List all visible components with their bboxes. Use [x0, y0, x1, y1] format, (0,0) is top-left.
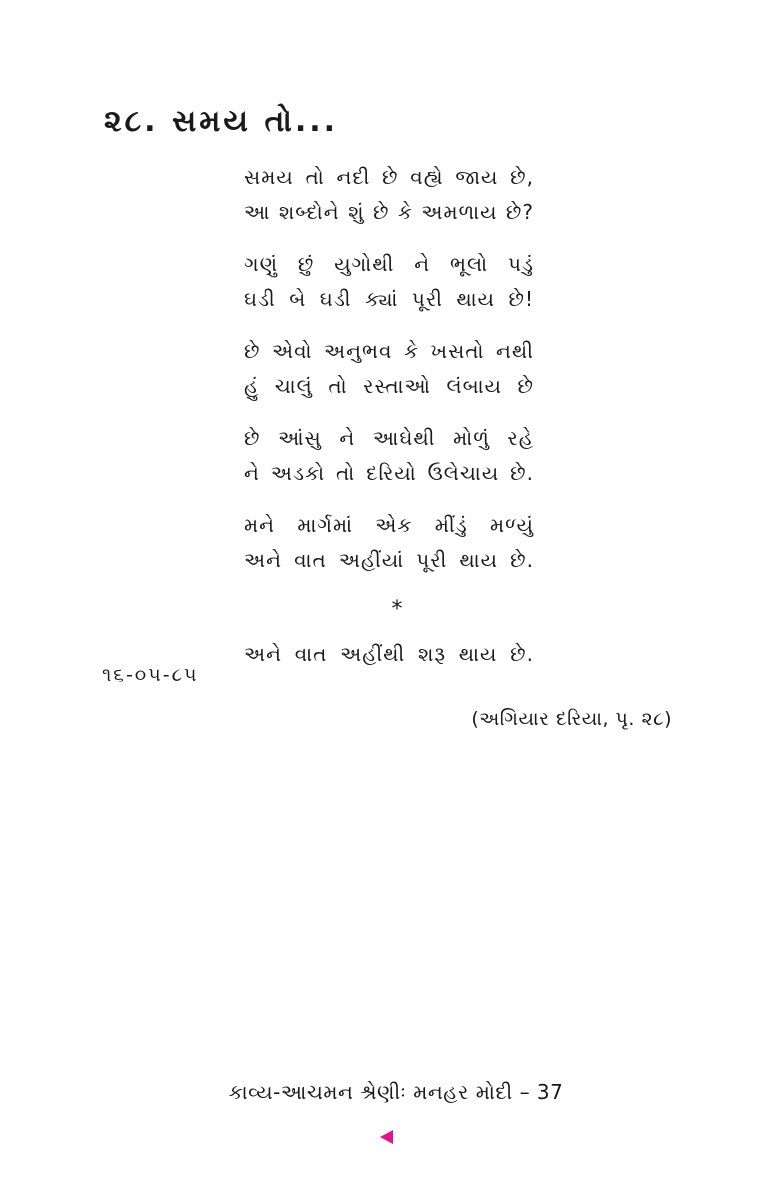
- footer-text: કાવ્ય-આચમન શ્રેણીઃ મનહર મોદી – 37: [228, 1080, 564, 1104]
- poem-line: છે એવો અનુભવ કે ખસતો નથી: [244, 339, 534, 363]
- poem-date: ૧૬-૦૫-૮૫: [102, 664, 199, 686]
- poem-line: ને અડકો તો દરિયો ઉલેચાય છે.: [244, 461, 534, 485]
- back-arrow-icon[interactable]: [380, 1130, 393, 1144]
- poem-line: ગણું છું યુગોથી ને ભૂલો પડું: [244, 252, 534, 276]
- poem-line: ઘડી બે ઘડી ક્યાં પૂરી થાય છે!: [244, 287, 534, 311]
- page-footer: [0, 1080, 776, 1104]
- poem-title: ૨૮. સમય તો...: [104, 104, 339, 139]
- stanza: [244, 160, 534, 230]
- poem-line: છે આંસુ ને આઘેથી મોળું રહે: [244, 426, 534, 450]
- stanza: [244, 247, 534, 317]
- stanza: [244, 508, 534, 578]
- separator-asterisk: *: [391, 597, 403, 622]
- stanza: [244, 334, 534, 404]
- poem-line: મને માર્ગમાં એક મીંડું મળ્યું: [244, 513, 534, 537]
- stanza: [244, 421, 534, 491]
- poem-final-line: અને વાત અહીંથી શરૂ થાય છે.: [244, 642, 534, 666]
- poem-line: અને વાત અહીંયાં પૂરી થાય છે.: [244, 548, 534, 572]
- poem-line: આ શબ્દોને શું છે કે અમળાય છે?: [244, 200, 534, 224]
- poem-body: [244, 160, 534, 672]
- poem-source: (અગિયાર દરિયા, પૃ. ૨૮): [471, 708, 672, 730]
- poem-line: હું ચાલું તો રસ્તાઓ લંબાય છે: [244, 374, 534, 398]
- poem-line: સમય તો નદી છે વહ્યે જાય છે,: [244, 165, 534, 189]
- final-stanza: [244, 637, 534, 672]
